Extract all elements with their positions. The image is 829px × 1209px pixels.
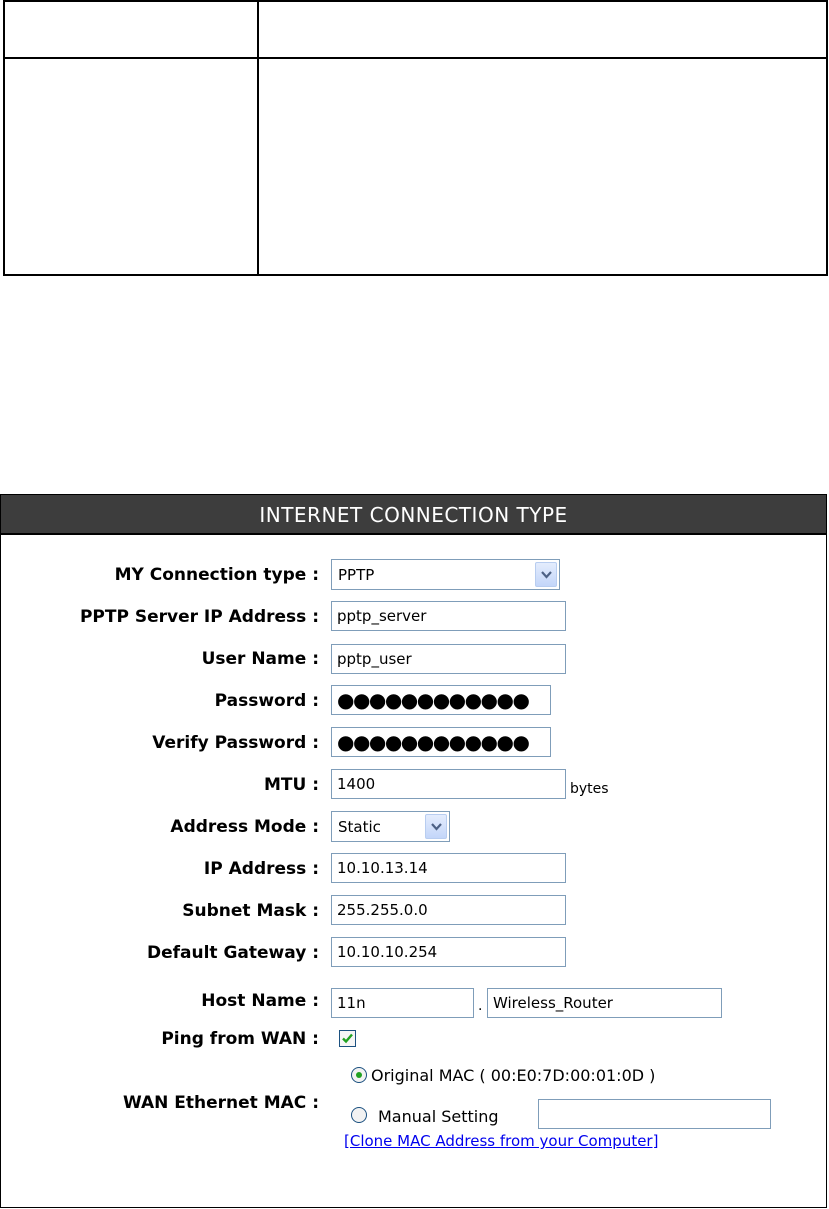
table-column-divider [257,0,259,276]
address-mode-select[interactable] [331,811,450,842]
table-row-divider [3,57,828,59]
mtu-input[interactable]: 1400 [331,769,566,799]
chevron-down-icon[interactable] [535,562,557,587]
chevron-down-icon[interactable] [425,814,447,839]
table-border-left [3,0,5,276]
host-name-input[interactable]: 11n [331,988,474,1018]
internet-connection-panel [0,494,827,1208]
manual-setting-label: Manual Setting [378,1107,499,1126]
ping-from-wan-checkbox[interactable] [339,1030,356,1047]
table-border-right [826,0,828,276]
pptp-server-input[interactable]: pptp_server [331,601,566,631]
subnet-mask-input[interactable]: 255.255.0.0 [331,895,566,925]
host-name-separator: . [478,998,483,1014]
address-mode-label: Address Mode : [170,817,319,837]
original-mac-radio[interactable] [351,1067,367,1083]
panel-title: INTERNET CONNECTION TYPE [1,495,826,535]
host-domain-input[interactable]: Wireless_Router [487,988,722,1018]
mtu-unit: bytes [570,781,609,797]
checkmark-icon [340,1031,355,1046]
wan-mac-label: WAN Ethernet MAC : [123,1093,319,1113]
subnet-mask-label: Subnet Mask : [182,901,319,921]
default-gateway-label: Default Gateway : [146,943,319,963]
ping-from-wan-label: Ping from WAN : [161,1029,319,1049]
document-table [3,0,828,276]
mtu-label: MTU : [263,775,319,795]
manual-setting-radio[interactable] [351,1107,367,1123]
user-name-label: User Name : [201,649,319,669]
clone-mac-link[interactable]: [Clone MAC Address from your Computer] [344,1132,659,1150]
password-input[interactable]: ●●●●●●●●●●●● [331,685,551,715]
user-name-input[interactable]: pptp_user [331,644,566,674]
address-mode-value: Static [338,818,381,836]
verify-password-label: Verify Password : [152,733,319,753]
verify-password-input[interactable]: ●●●●●●●●●●●● [331,727,551,757]
ip-address-label: IP Address : [203,859,319,879]
password-label: Password : [214,691,319,711]
connection-type-value: PPTP [338,566,375,584]
connection-type-label: MY Connection type : [114,565,319,585]
ip-address-input[interactable]: 10.10.13.14 [331,853,566,883]
host-name-label: Host Name : [201,991,319,1011]
radio-selected-dot [356,1072,362,1078]
original-mac-label: Original MAC ( 00:E0:7D:00:01:0D ) [371,1066,656,1085]
table-border-top [3,0,828,2]
connection-type-select[interactable] [331,559,560,590]
table-border-bottom [3,274,828,276]
default-gateway-input[interactable]: 10.10.10.254 [331,937,566,967]
pptp-server-label: PPTP Server IP Address : [79,607,319,627]
manual-mac-input[interactable] [538,1099,771,1129]
